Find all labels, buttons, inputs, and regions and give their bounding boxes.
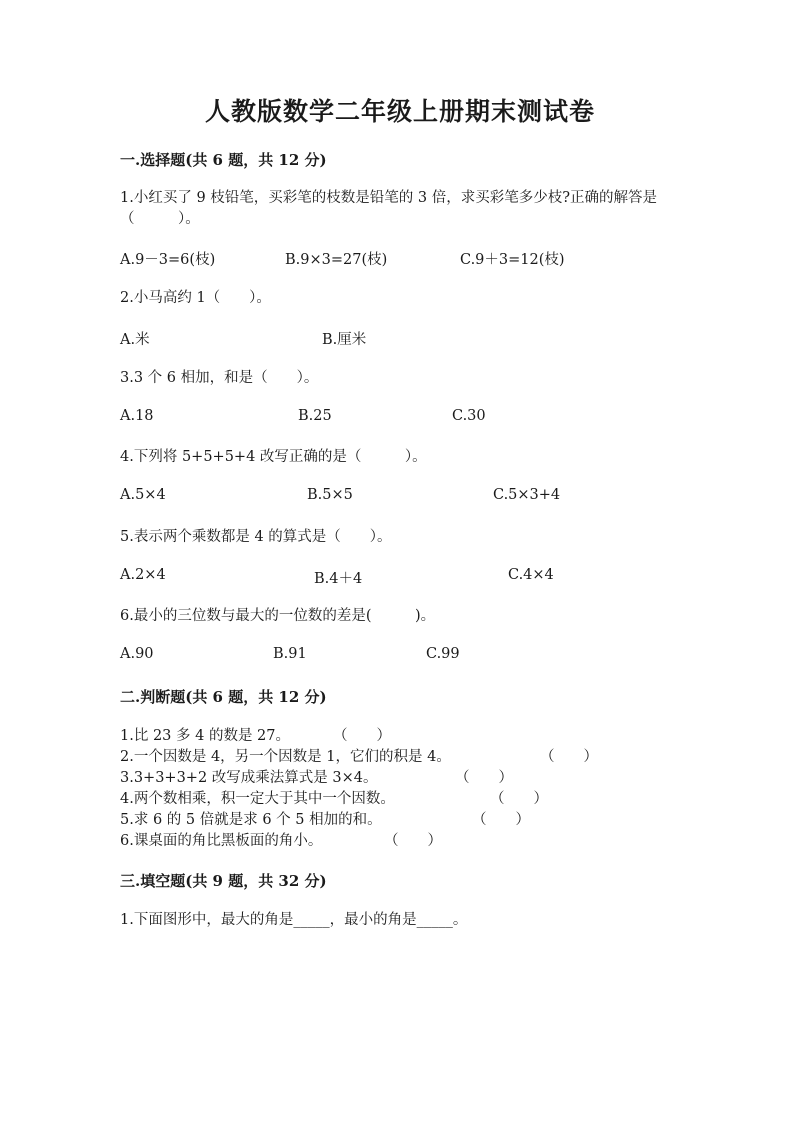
- judgement-item-2: 2.一个因数是 4，另一个因数是 1，它们的积是 4。: [120, 749, 451, 765]
- answer-paren: （ ）: [384, 833, 442, 849]
- option-a: A.9－3=6(枝): [120, 252, 216, 268]
- judgement-item-1: 1.比 23 多 4 的数是 27。: [120, 728, 291, 744]
- option-c: C.4×4: [508, 567, 554, 583]
- option-a: A.5×4: [120, 487, 166, 503]
- option-a: A.18: [120, 408, 154, 424]
- judgement-item-6: 6.课桌面的角比黑板面的角小。: [120, 833, 323, 849]
- question-5: 5.表示两个乘数都是 4 的算式是（ ）。: [120, 529, 392, 545]
- option-b: B.5×5: [307, 487, 353, 503]
- answer-paren: （ ）: [333, 728, 391, 744]
- section-heading-choice: 一.选择题(共 6 题，共 12 分): [120, 151, 327, 169]
- fill-question-1: 1.下面图形中，最大的角是_____，最小的角是_____。: [120, 912, 468, 928]
- answer-paren: （ ）: [455, 770, 513, 786]
- option-b: B.4＋4: [314, 571, 363, 587]
- option-a: A.90: [120, 646, 154, 662]
- section-heading-fill: 三.填空题(共 9 题，共 32 分): [120, 872, 327, 890]
- question-3: 3.3 个 6 相加，和是（ ）。: [120, 370, 319, 386]
- answer-paren: （ ）: [472, 812, 530, 828]
- judgement-item-4: 4.两个数相乘，积一定大于其中一个因数。: [120, 791, 395, 807]
- option-c: C.99: [426, 646, 460, 662]
- option-c: C.9＋3=12(枝): [460, 252, 565, 268]
- judgement-item-5: 5.求 6 的 5 倍就是求 6 个 5 相加的和。: [120, 812, 382, 828]
- option-a: A.米: [120, 332, 150, 348]
- option-b: B.25: [298, 408, 332, 424]
- option-b: B.91: [273, 646, 307, 662]
- question-4: 4.下列将 5+5+5+4 改写正确的是（ ）。: [120, 449, 427, 465]
- option-c: C.5×3+4: [493, 487, 561, 503]
- question-6: 6.最小的三位数与最大的一位数的差是( )。: [120, 608, 436, 624]
- option-b: B.厘米: [322, 332, 367, 348]
- section-heading-judgement: 二.判断题(共 6 题，共 12 分): [120, 688, 327, 706]
- answer-paren: （ ）: [490, 791, 548, 807]
- option-b: B.9×3=27(枝): [285, 252, 388, 268]
- page-title: 人教版数学二年级上册期末测试卷: [204, 97, 595, 126]
- question-1: 1.小红买了 9 枝铅笔，买彩笔的枝数是铅笔的 3 倍，求买彩笔多少枝?正确的解答是（ ）。: [120, 190, 657, 227]
- answer-paren: （ ）: [540, 749, 598, 765]
- option-c: C.30: [452, 408, 486, 424]
- question-2: 2.小马高约 1（ ）。: [120, 290, 271, 306]
- option-a: A.2×4: [120, 567, 166, 583]
- judgement-item-3: 3.3+3+3+2 改写成乘法算式是 3×4。: [120, 770, 378, 786]
